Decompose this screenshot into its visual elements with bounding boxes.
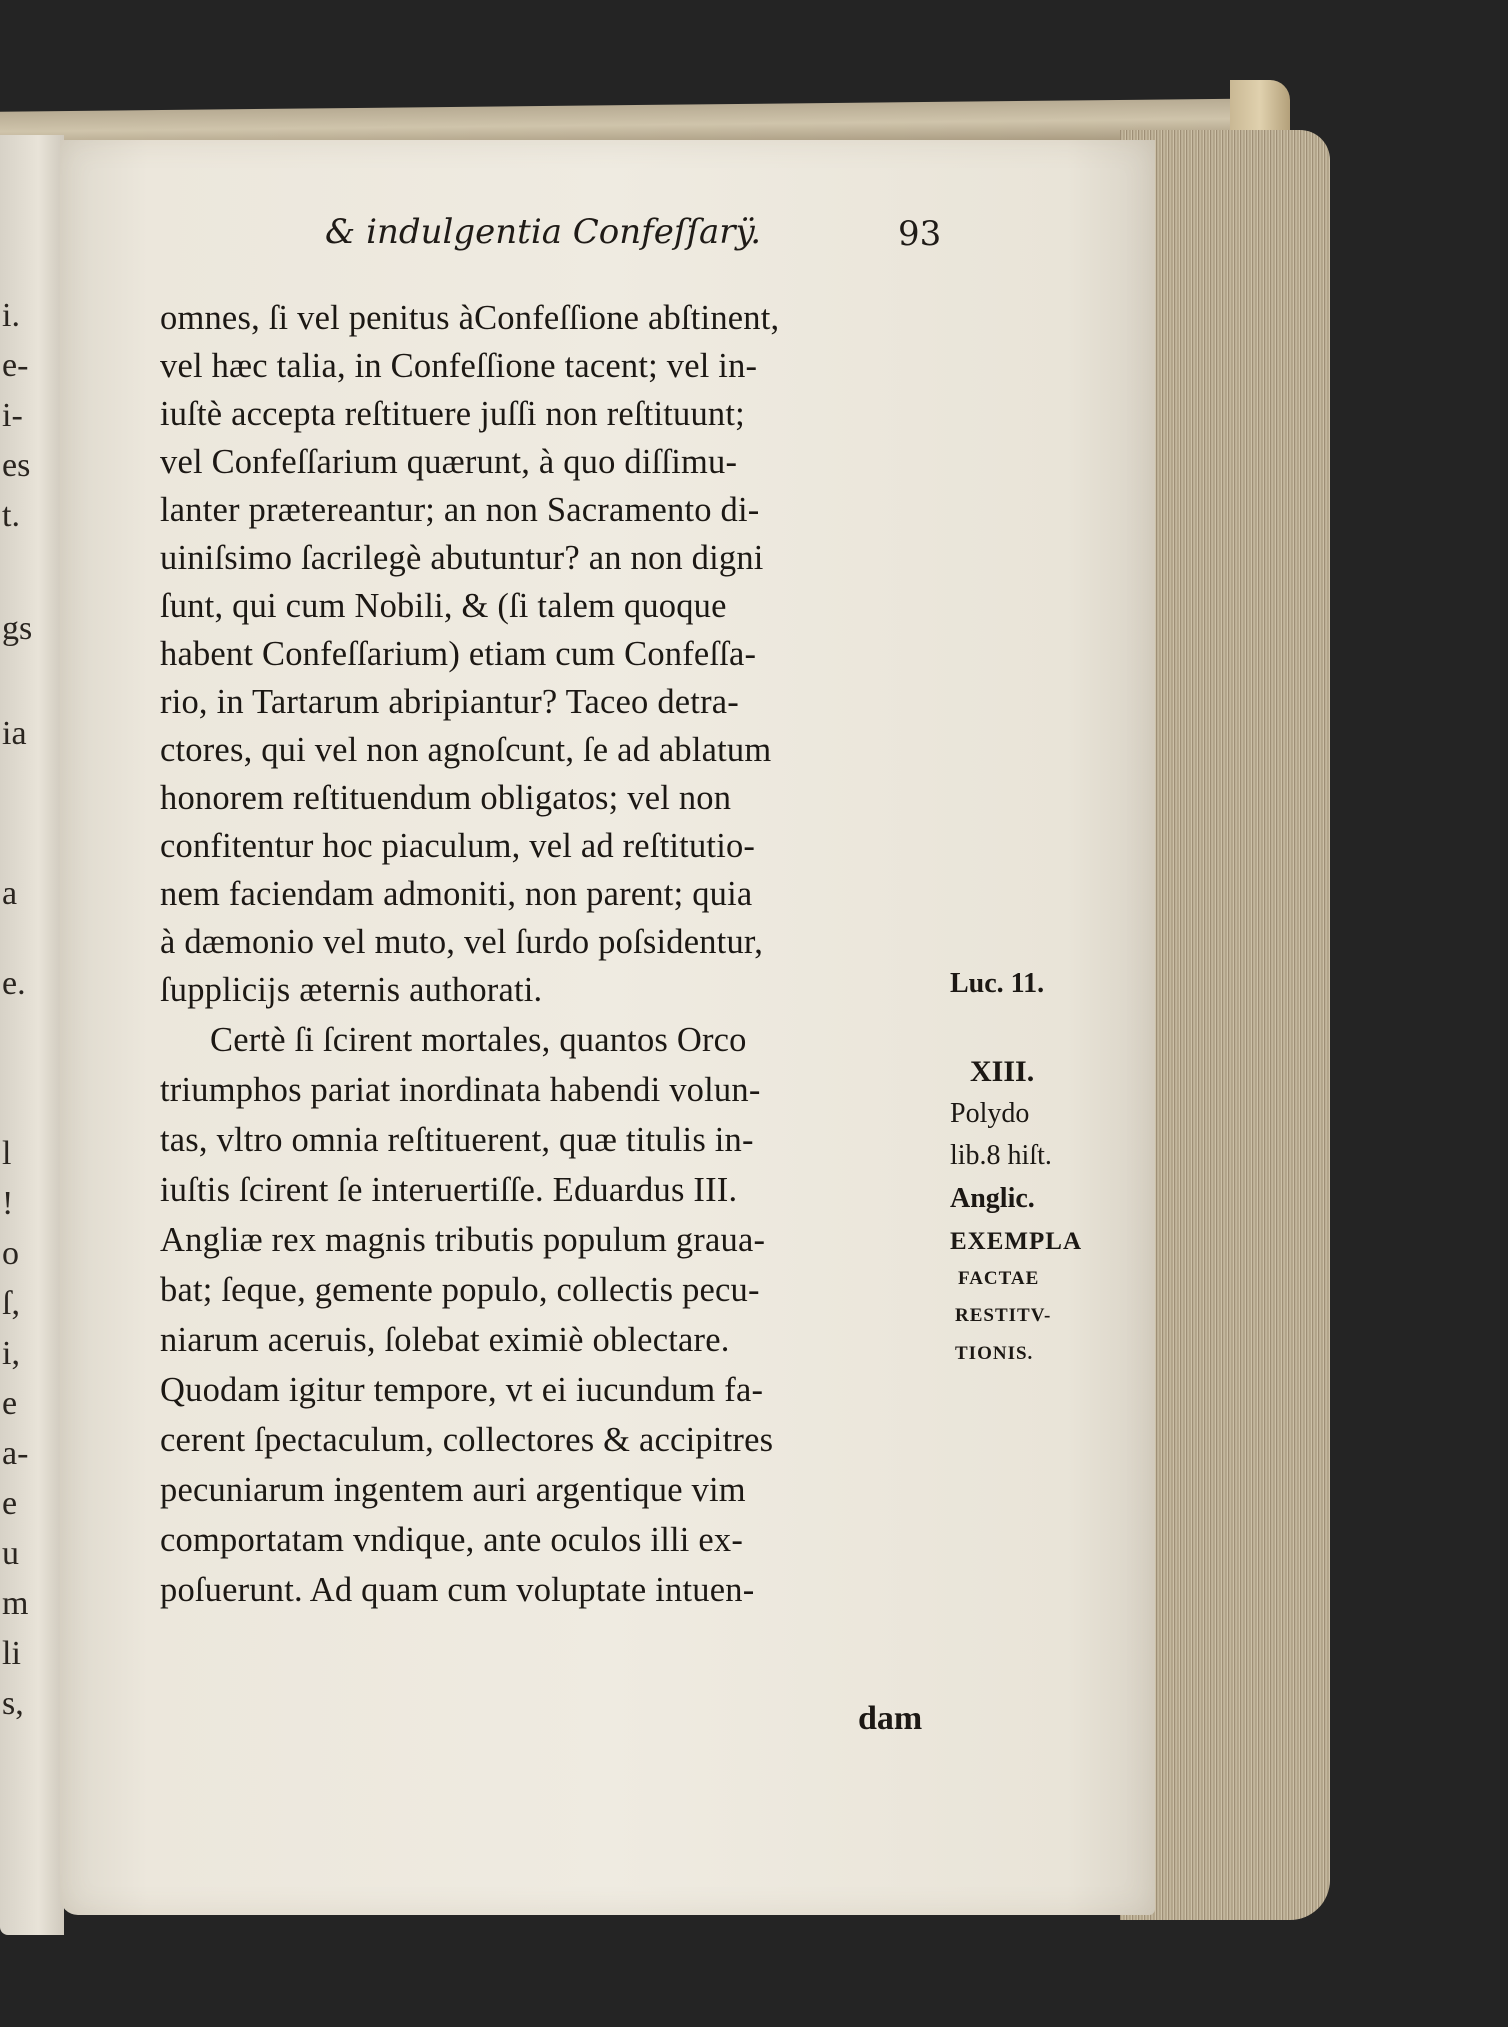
text-line: iuſtè accepta reſtituere juſſi non reſtituunt;	[160, 395, 745, 433]
left-fragment: s,	[2, 1685, 24, 1722]
text-line: ctores, qui vel non agnoſcunt, ſe ad ablatum	[160, 731, 772, 769]
left-fragment: ſ,	[2, 1285, 20, 1322]
left-fragment: i-	[2, 397, 23, 434]
text-line: vel Confeſſarium quærunt, à quo diſſimu-	[160, 443, 738, 481]
left-fragment: !	[2, 1185, 14, 1222]
text-line: honorem reſtituendum obligatos; vel non	[160, 779, 732, 817]
left-fragment: es	[2, 447, 31, 484]
left-fragment: m	[2, 1585, 29, 1622]
text-line: habent Confeſſarium) etiam cum Confeſſa-	[160, 635, 757, 673]
text-line: triumphos pariat inordinata habendi volun-	[160, 1071, 761, 1109]
left-fragment: e	[2, 1485, 18, 1522]
text-line: cerent ſpectaculum, collectores & accipitres	[160, 1421, 774, 1459]
text-line: à dæmonio vel muto, vel ſurdo poſsidentur,	[160, 923, 764, 961]
left-fragment: a	[2, 875, 18, 912]
margin-note: Polydo	[950, 1098, 1030, 1129]
margin-note: FACTAE	[958, 1268, 1040, 1289]
text-line: rio, in Tartarum abripiantur? Taceo detra-	[160, 683, 739, 721]
margin-note: Anglic.	[950, 1183, 1035, 1214]
text-line: niarum aceruis, ſolebat eximiè oblectare.	[160, 1321, 730, 1359]
margin-note: EXEMPLA	[950, 1228, 1082, 1255]
text-line: iuſtis ſcirent ſe interuertiſſe. Eduardus III.	[160, 1171, 738, 1209]
running-head-title: & indulgentia Confeſſarÿ.	[325, 212, 762, 252]
text-line: uiniſsimo ſacrilegè abutuntur? an non digni	[160, 539, 764, 577]
text-line: Angliæ rex magnis tributis populum graua-	[160, 1221, 766, 1259]
left-fragment: ia	[2, 715, 27, 752]
text-line: poſuerunt. Ad quam cum voluptate intuen-	[160, 1571, 755, 1609]
left-fragment: u	[2, 1535, 19, 1572]
text-line: comportatam vndique, ante oculos illi ex-	[160, 1521, 744, 1559]
text-line: Certè ſi ſcirent mortales, quantos Orco	[210, 1021, 747, 1059]
margin-note: RESTITV-	[955, 1305, 1052, 1326]
page-number: 93	[898, 214, 942, 254]
text-line: confitentur hoc piaculum, vel ad reſtitutio-	[160, 827, 756, 865]
text-line: ſupplicijs æternis authorati.	[160, 971, 543, 1009]
left-fragment: e	[2, 1385, 18, 1422]
left-fragment: e.	[2, 965, 26, 1002]
left-fragment: t.	[2, 497, 20, 534]
left-fragment: a-	[2, 1435, 29, 1472]
left-fragment: i,	[2, 1335, 20, 1372]
left-fragment: o	[2, 1235, 19, 1272]
running-head	[325, 212, 1085, 272]
left-fragment: gs	[2, 610, 33, 647]
text-line: bat; ſeque, gemente populo, collectis pecu-	[160, 1271, 760, 1309]
text-line: vel hæc talia, in Confeſſione tacent; vel in-	[160, 347, 758, 385]
left-fragment: li	[2, 1635, 21, 1672]
margin-note: TIONIS.	[955, 1343, 1034, 1364]
catchword: dam	[858, 1700, 923, 1737]
text-line: pecuniarum ingentem auri argentique vim	[160, 1471, 746, 1509]
text-line: tas, vltro omnia reſtituerent, quæ titulis in-	[160, 1121, 754, 1159]
facing-page	[0, 135, 64, 1935]
margin-note: lib.8 hiſt.	[950, 1140, 1052, 1171]
text-line: ſunt, qui cum Nobili, & (ſi talem quoque	[160, 587, 727, 625]
margin-note: Luc. 11.	[950, 968, 1045, 999]
text-line: Quodam igitur tempore, vt ei iucundum fa-	[160, 1371, 764, 1409]
left-fragment: i.	[2, 297, 20, 334]
left-fragment: e-	[2, 347, 29, 384]
text-line: nem faciendam admoniti, non parent; quia	[160, 875, 753, 913]
text-line: lanter prætereantur; an non Sacramento di-	[160, 491, 760, 529]
margin-note: XIII.	[970, 1055, 1035, 1088]
text-line: omnes, ſi vel penitus àConfeſſione abſtinent,	[160, 299, 780, 337]
left-fragment: l	[2, 1135, 12, 1172]
